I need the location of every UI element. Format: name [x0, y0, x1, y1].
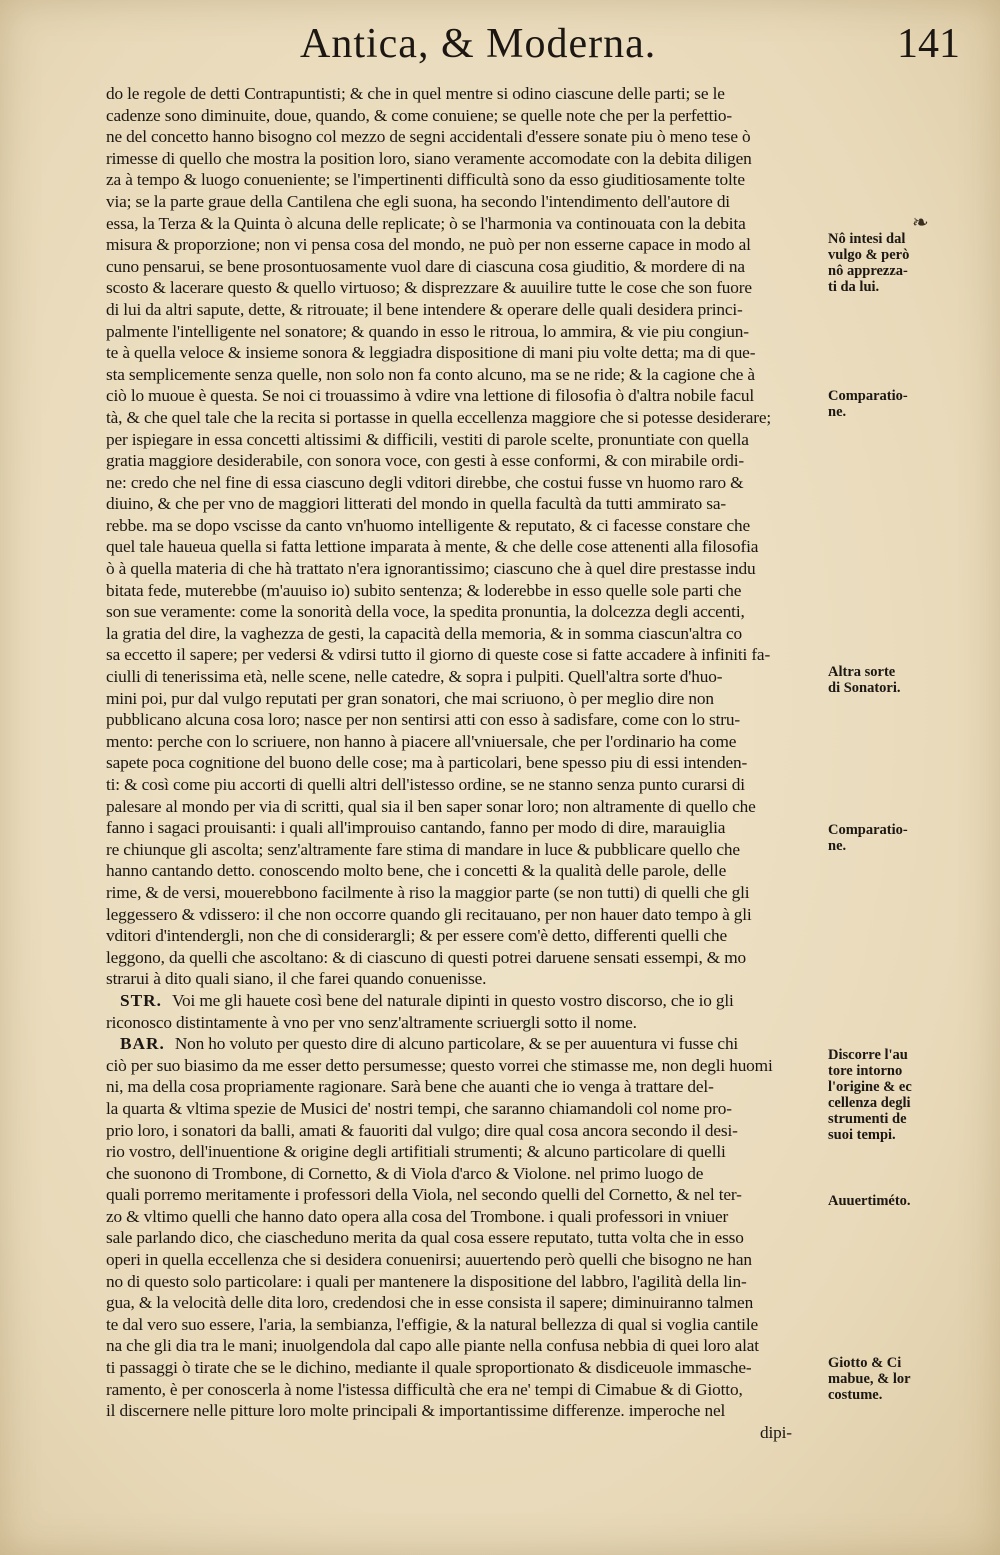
speech-line: ti passaggi ò tirate che se le dichino, mediante il quale sproportionato & disdiceuole immasche-: [106, 1358, 752, 1378]
margin-note-line: Comparatio-: [828, 388, 908, 404]
text-line: palesare al mondo per via di scritti, qual sia il ben saper sonar loro; non altramente di quello che: [106, 796, 756, 816]
text-line: ciulli di tenerissima età, nelle scene, nelle catedre, & sopra i pulpiti. Quell'altra sorte d'huo-: [106, 667, 723, 687]
margin-note-line: suoi tempi.: [828, 1127, 896, 1143]
text-line: tà, & che quel tale che la recita si portasse in quella eccellenza maggiore che si potesse desiderare;: [106, 407, 772, 427]
margin-note-line: strumenti de: [828, 1111, 907, 1127]
margin-note-line: ne.: [828, 404, 847, 420]
text-line: quel tale haueua quella si fatta lettione imparata à mente, & che delle cose attenenti alla filosofia: [106, 537, 759, 557]
margin-note-line: mabue, & lor: [828, 1371, 911, 1387]
speech-line: ciò per suo biasimo da me esser detto persumesse; questo vorrei che stimasse me, non degli huomi: [106, 1055, 773, 1075]
page-number: 141: [897, 21, 960, 67]
text-line: hanno cantando detto. conoscendo molto bene, che i concetti & la qualità delle parole, delle: [106, 861, 727, 881]
speech-line: operi in quella eccellenza che si desidera conuenirsi; auuertendo però quelli che bisogno ne han: [106, 1250, 752, 1270]
text-line: ò à quella materia di che hà trattato n'era ignorantissimo; ciascuno che à quel dire prestasse indu: [106, 559, 756, 579]
text-line: palmente l'intelligente nel sonatore; & quando in esso le ritroua, lo ammira, & vie piu congiun-: [106, 321, 749, 341]
speech-line: la quarta & vltima spezie de Musici de' nostri tempi, che saranno chiamandoli col nome pro-: [106, 1098, 732, 1118]
text-line: re chiunque gli ascolta; senz'altramente fare stima di mandare in luce & pubblicare quello che: [106, 839, 740, 859]
text-line: sapete poca cognitione del buono delle cose; ma à particolari, bene spesso piu di essi intenden-: [106, 753, 748, 773]
margin-note: [828, 1047, 988, 1143]
text-line: mento: perche con lo scriuere, non hanno à piacere all'vniuersale, che per l'ordinario ha come: [106, 731, 737, 751]
speech-line: gua, & la velocità delle dita loro, credendosi che in esse consista il sapere; diminuiranno talmen: [106, 1293, 754, 1313]
text-line: essa, la Terza & la Quinta ò alcuna delle replicate; ò se l'harmonia va continouata con la debita: [106, 213, 746, 233]
margin-note: [828, 231, 988, 295]
text-line: fanno i sagaci prouisanti: i quali all'improuiso cantando, fanno per modo di dire, marauiglia: [106, 818, 726, 838]
body-text: [106, 83, 824, 1443]
text-line: di lui da altri sapute, dette, & ritrouate; il bene intendere & operare delle quali desidera princi-: [106, 299, 743, 319]
text-line: ciò lo muoue è questa. Se noi ci trouassimo à vdire vna lettione di filosofia ò d'altra nobile facul: [106, 386, 754, 406]
margin-note-line: Auuertiméto.: [828, 1193, 911, 1209]
text-line: diuino, & che per vno de maggiori litterati del mondo in quella facultà da tutti ammirato sa-: [106, 494, 726, 514]
margin-note: [828, 1193, 988, 1209]
speech-line: il discernere nelle pitture loro molte principali & importantissime differenze. imperoche nel: [106, 1401, 726, 1421]
margin-note: [828, 822, 988, 854]
text-line: leggessero & vdissero: il che non occorre quando gli recitauano, per non hauer dato tempo à gli: [106, 904, 752, 924]
page-header: [0, 18, 1000, 78]
text-line: gratia maggiore desiderabile, con sonora voce, con gesti à esse conformi, & con mirabile ordi-: [106, 451, 745, 471]
catchword: dipi-: [760, 1422, 792, 1442]
text-line: mini poi, pur dal vulgo reputati per gran sonatori, che mai scriuono, ò per meglio dire non: [106, 688, 714, 708]
text-line: cuno pensarui, se bene prosontuosamente vuol dare di ciascuna cosa giuditio, & mordere di na: [106, 256, 745, 276]
text-line: scosto & lacerare questo & quello virtuoso; & disprezzare & auuilire tutte le cose che son fuore: [106, 278, 752, 298]
margin-note-line: cellenza degli: [828, 1095, 911, 1111]
text-line: per ispiegare in essa concetti altissimi & difficili, vestiti di parole scelte, pronuntiate con quella: [106, 429, 749, 449]
text-line: rebbe. ma se dopo vscisse da canto vn'huomo intelligente & reputato, & ci facesse constare che: [106, 515, 751, 535]
speech-text: Non ho voluto per questo dire di alcuno particolare, & se per auuentura vi fusse chi: [174, 1034, 739, 1054]
speech-line: che suonono di Trombone, di Cornetto, & di Viola d'arco & Violone. nel primo luogo de: [106, 1163, 704, 1183]
margin-note-line: Comparatio-: [828, 822, 908, 838]
text-line: rimesse di quello che mostra la position loro, siano veramente accomodate con la debita diligen: [106, 148, 752, 168]
margin-note-line: tore intorno: [828, 1063, 903, 1079]
margin-note-line: Discorre l'au: [828, 1047, 908, 1063]
text-line: do le regole de detti Contrapuntisti; & che in quel mentre si odino ciascune delle parti; se le: [106, 84, 725, 103]
margin-note: [828, 1355, 988, 1403]
margin-note-line: nô apprezza-: [828, 263, 908, 279]
margin-note: [828, 388, 988, 420]
speech-line: na che gli dia tra le mani; inuolgendola dal capo alle piante nella confusa nebbia di quei loro alat: [106, 1336, 759, 1356]
speech-line: quali porremo meritamente i professori della Viola, nel secondo quelli del Cornetto, & nel ter-: [106, 1185, 742, 1205]
speech-line: prio loro, i sonatori da balli, amati & fauoriti dal vulgo; dire qual cosa ancora secondo il desi-: [106, 1120, 738, 1140]
text-line: ne del concetto hanno bisogno col mezzo de segni accidentali d'essere sonate piu ò meno tese ò: [106, 127, 751, 147]
speech-line: te dal vero suo essere, l'aria, la sembianza, l'effigie, & la natural bellezza di qual si voglia cantile: [106, 1314, 759, 1334]
text-line: pubblicano alcuna cosa loro; nasce per non sentirsi atti con esso à sadisfare, come con lo stru-: [106, 710, 740, 730]
speaker-label: BAR.: [120, 1034, 165, 1054]
speech-line: zo & vltimo quelli che hanno dato opera alla cosa del Trombone. i quali professori in vniuer: [106, 1206, 729, 1226]
ornament-icon: ❧: [912, 212, 929, 234]
text-line: za à tempo & luogo conueniente; se l'impertinenti difficultà sono da esso giuditiosamente tolte: [106, 170, 745, 190]
speech-text: Voi me gli hauete così bene del naturale dipinti in questo vostro discorso, che io gli: [171, 990, 734, 1010]
speech-line: [106, 990, 824, 1012]
speech-line: ni, ma della cosa propriamente ragionare. Sarà bene che auanti che io venga à trattare del-: [106, 1077, 714, 1097]
speech-line: rio vostro, dell'inuentione & origine degli artifitiali strumenti; & alcuno particolare di quelli: [106, 1142, 726, 1162]
text-line: vditori d'intendergli, non che di considerargli; & per essere com'è detto, differenti quelli che: [106, 926, 727, 946]
text-line: bitata fede, muterebbe (m'auuiso io) subito sentenza; & loderebbe in esso quelle sole parti che: [106, 580, 742, 600]
margin-note-line: ne.: [828, 838, 847, 854]
text-line: misura & proporzione; non vi pensa cosa del mondo, ne può per non esserne capace in modo al: [106, 235, 751, 255]
margin-note-line: ti da lui.: [828, 279, 880, 295]
speech-line: no di questo solo particolare: i quali per mantenere la dispositione del labbro, l'agilità della lin-: [106, 1271, 747, 1291]
speech-line: [106, 1033, 824, 1055]
speech-line: ramento, è per conoscerla à nome l'istessa difficultà che era ne' tempi di Cimabue & di Giotto,: [106, 1379, 743, 1399]
running-head: Antica, & Moderna.: [300, 21, 657, 67]
margin-note-line: vulgo & però: [828, 247, 910, 263]
margin-note-line: Nô intesi dal: [828, 231, 906, 247]
text-line: strarui à dito quali siano, il che farei quando conuenisse.: [106, 969, 487, 989]
text-line: rime, & de versi, mouerebbono facilmente à riso la maggior parte (se non tutti) di quelli che gli: [106, 882, 750, 902]
text-line: son sue veramente: come la sonorità della voce, la spedita pronuntia, la dolcezza degli accenti,: [106, 602, 745, 622]
margin-note-line: l'origine & ec: [828, 1079, 912, 1095]
text-line: ne: credo che nel fine di essa ciascuno degli vditori direbbe, che costui fusse vn huomo raro &: [106, 472, 744, 492]
text-line: te à quella veloce & insieme sonora & leggiadra dispositione di mani piu volte detta; ma di que-: [106, 343, 756, 363]
margin-note-line: Giotto & Ci: [828, 1355, 902, 1371]
margin-note-line: di Sonatori.: [828, 680, 901, 696]
margin-note-line: costume.: [828, 1387, 883, 1403]
speaker-label: STR.: [120, 990, 162, 1010]
text-line: sta semplicemente senza quelle, non solo non fa conto alcuno, ma se ne ride; & la cagione che à: [106, 364, 755, 384]
text-line: ti: & così come piu accorti di quelli altri dell'istesso ordine, se ne stanno senza punto curarsi di: [106, 775, 745, 794]
text-line: cadenze sono diminuite, doue, quando, & come conuiene; se quelle note che per la perfettio-: [106, 105, 733, 125]
text-line: sa eccetto il sapere; per vedersi & vdirsi tutto il giorno di queste cose si fatte accadere à infiniti fa-: [106, 645, 771, 665]
margin-note-line: Altra sorte: [828, 664, 896, 680]
text-line: via; se la parte graue della Cantilena che egli suona, ha secondo l'intendimento dell'autore di: [106, 191, 730, 211]
margin-note: [828, 664, 988, 696]
text-line: leggono, da quelli che ascoltano: & di ciascuno di questi potrei daruene sensati essempi, & mo: [106, 947, 747, 967]
speech-line: riconosco distintamente à vno per vno senz'altramente scriuergli sotto il nome.: [106, 1012, 637, 1032]
text-line: la gratia del dire, la vaghezza de gesti, la capacità della memoria, & in somma ciascun'altra co: [106, 623, 742, 643]
speech-line: sale parlando dico, che ciascheduno merita da qual cosa essere reputato, tutta volta che in esso: [106, 1228, 744, 1248]
